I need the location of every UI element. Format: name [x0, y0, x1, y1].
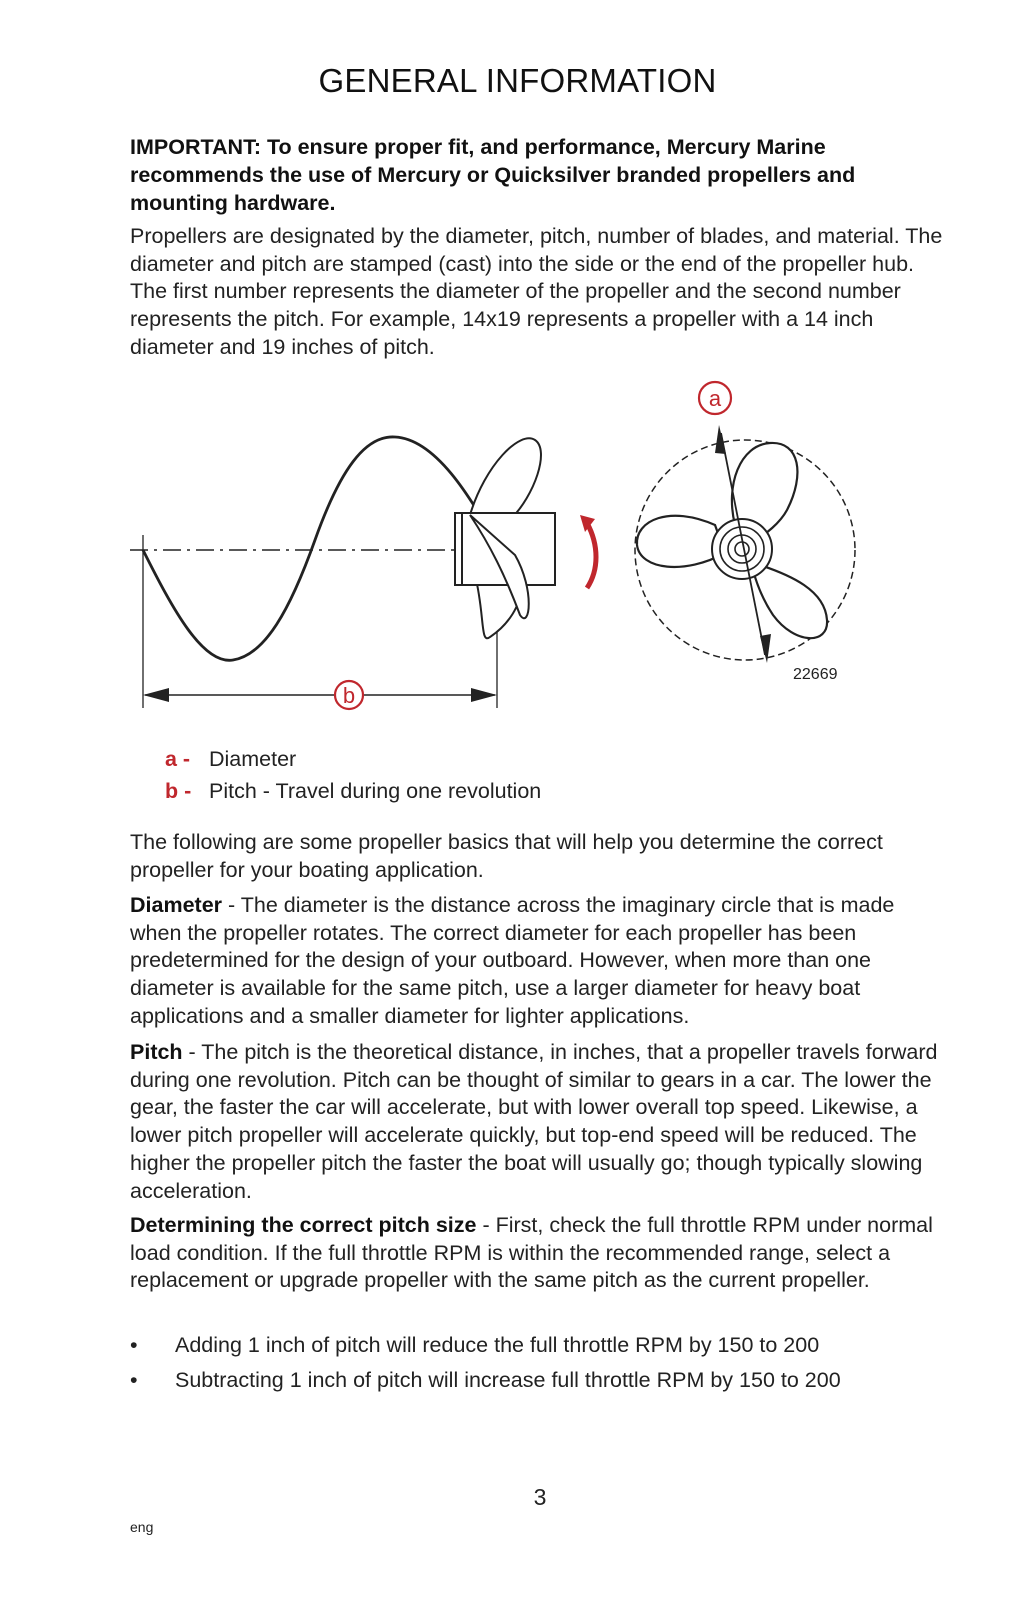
legend-item-a [165, 745, 296, 773]
footer-language: eng [130, 1519, 154, 1535]
legend-key-a: a - [165, 747, 191, 771]
page-number: 3 [533, 1484, 547, 1510]
figure-number: 22669 [793, 666, 838, 683]
determining-term: Determining the correct pitch size [130, 1213, 477, 1237]
pitch-arrow-right [471, 688, 497, 702]
bullet-item [130, 1366, 950, 1394]
diameter-term: Diameter [130, 893, 223, 917]
important-notice: IMPORTANT: To ensure proper fit, and performance, Mercury Marine recommends the use of Mercury or Quicksilver branded propellers and mounting hardware. [130, 135, 856, 215]
pitch-arrow-left [143, 688, 169, 702]
bullet-dot: • [130, 1333, 138, 1357]
bullet-text: Subtracting 1 inch of pitch will increase full throttle RPM by 150 to 200 [175, 1368, 841, 1392]
bullet-dot: • [130, 1368, 138, 1392]
pitch-text: - The pitch is the theoretical distance, in inches, that a propeller travels forward during one revolution. Pitch can be thought of similar to gears in a car. The lower the gear, the faster the car will accelerate, but with lower overall top speed. Likewise, a lower pitch propeller will accelerate quickly, but top-end speed will be reduced. The higher the propeller pitch the faster the boat will usually go; though typically slowing acceleration. [130, 1040, 938, 1203]
legend-key-b: b - [165, 779, 192, 803]
propeller-front-view [635, 425, 855, 663]
callout-b-label: b [342, 683, 356, 708]
bullet-item [130, 1331, 950, 1359]
propeller-side-view [455, 438, 555, 638]
determining-text: - First, check the full throttle RPM under normal load condition. If the full throttle RPM is within the recommended range, select a replacement or upgrade propeller with the same pitch as the current propeller. [130, 1213, 933, 1293]
intro-paragraph: Propellers are designated by the diameter, pitch, number of blades, and material. The diameter and pitch are stamped (cast) into the side or the end of the propeller hub. The first number represents the diameter of the propeller and the second number represents the pitch. For example, 14x19 represents a propeller with a 14 inch diameter and 19 inches of pitch. [130, 224, 943, 359]
legend-label-a: Diameter [209, 747, 297, 771]
pitch-paragraph [130, 1039, 950, 1205]
basics-paragraph: The following are some propeller basics that will help you determine the correct propeller for your boating application. [130, 830, 883, 882]
determining-paragraph [130, 1212, 950, 1295]
rotation-arrow [587, 523, 596, 588]
diameter-text: - The diameter is the distance across the imaginary circle that is made when the propeller rotates. The correct diameter for each propeller has been predetermined for the design of your outboard. However, when more than one diameter is available for the same pitch, use a larger diameter for heavy boat applications and a smaller diameter for lighter applications. [130, 893, 895, 1028]
legend-item-b [165, 777, 541, 805]
propeller-figure [125, 375, 870, 715]
callout-a-label: a [708, 386, 722, 411]
diameter-arrow-top [715, 425, 726, 454]
bullet-text: Adding 1 inch of pitch will reduce the full throttle RPM by 150 to 200 [175, 1333, 820, 1357]
page-title: GENERAL INFORMATION [318, 62, 717, 99]
legend-label-b: Pitch - Travel during one revolution [209, 779, 542, 803]
pitch-helix-curve [143, 437, 500, 660]
diameter-paragraph [130, 892, 950, 1031]
pitch-term: Pitch [130, 1040, 183, 1064]
